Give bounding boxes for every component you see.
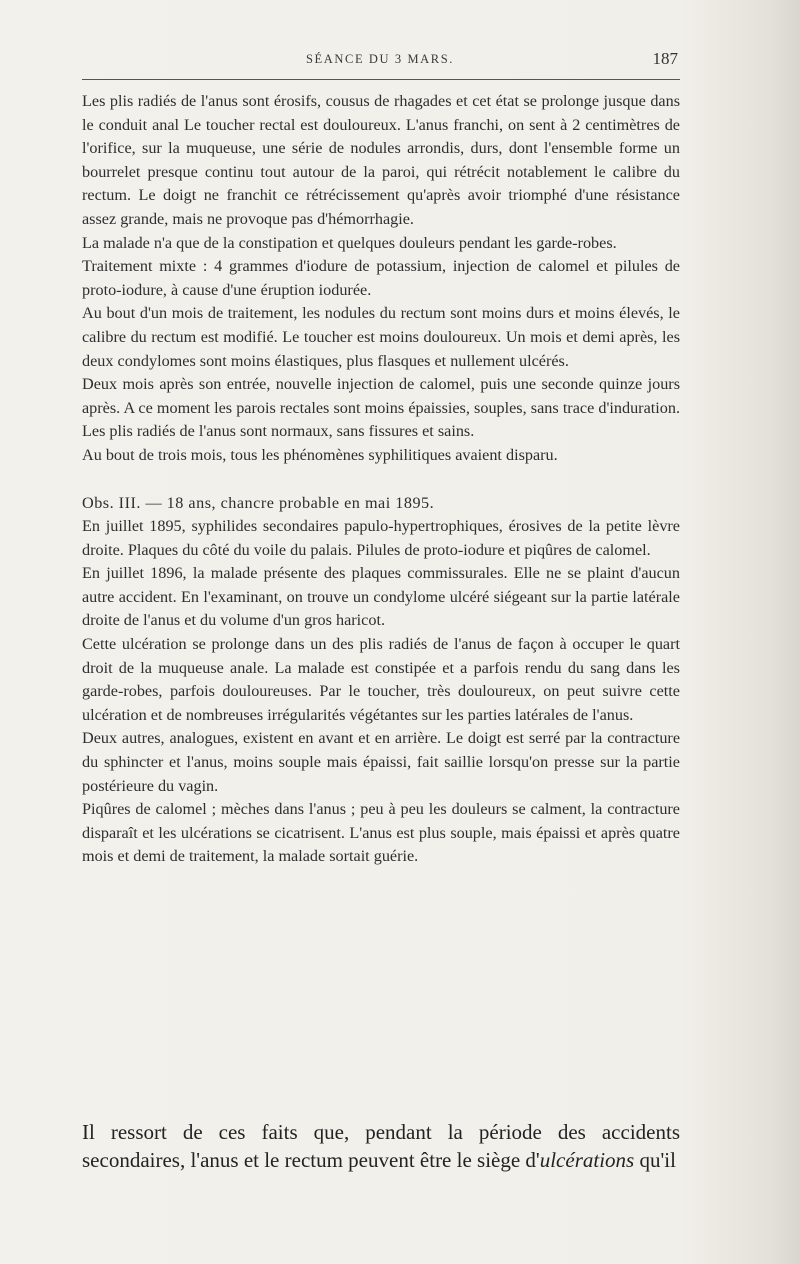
- conclusion-emphasis: ulcérations: [539, 1148, 635, 1172]
- paragraph: Deux autres, analogues, existent en avant et en arrière. Le doigt est serré par la contracture du sphincter et l'anus, moins souple mais épaissi, fait saillie lorsqu'on presse sur la partie postérieure du vagin.: [82, 729, 680, 795]
- paragraph: Les plis radiés de l'anus sont érosifs, cousus de rhagades et cet état se prolonge jusque dans le conduit anal Le toucher rectal est douloureux. L'anus franchi, on sent à 2 centimètres de l'orifice, sur la muqueuse, une série de nodules arrondis, durs, dont l'ensemble forme un bourrelet presque continu tout autour de la paroi, qui rétrécit notablement le calibre du rectum. Le doigt ne franchit ce rétrécissement qu'après avoir triomphé d'une résistance assez grande, mais ne provoque pas d'hémorrhagie.: [82, 92, 680, 228]
- header-rule: [82, 79, 680, 80]
- observation-heading: Obs. III. — 18 ans, chancre probable en mai 1895.: [82, 493, 435, 512]
- page-number: 187: [652, 49, 678, 68]
- conclusion-tail: qu'il: [634, 1148, 676, 1172]
- paragraph: En juillet 1895, syphilides secondaires papulo-hypertrophiques, érosives de la petite lèvre droite. Plaques du côté du voile du palais. Pilules de proto-iodure et piqûres de calomel.: [82, 517, 680, 559]
- paragraph: Traitement mixte : 4 grammes d'iodure de potassium, injection de calomel et pilules de proto-iodure, à cause d'une éruption iodurée.: [82, 257, 680, 299]
- conclusion-text: Il ressort de ces faits que, pendant la période des accidents secondaires, l'anus et le rectum peuvent être le siège d': [82, 1120, 680, 1172]
- section-gap: [82, 468, 680, 492]
- running-title: SÉANCE DU 3 MARS.: [305, 52, 455, 66]
- paragraph: Au bout de trois mois, tous les phénomènes syphilitiques avaient disparu.: [82, 445, 558, 464]
- page-header: [82, 49, 678, 76]
- paragraph: Au bout d'un mois de traitement, les nodules du rectum sont moins durs et moins élevés, le calibre du rectum est modifié. Le toucher est moins douloureux. Un mois et demi après, les deux condylomes sont moins élastiques, plus flasques et nullement ulcérés.: [82, 304, 680, 370]
- paragraph: En juillet 1896, la malade présente des plaques commissurales. Elle ne se plaint d'aucun autre accident. En l'examinant, on trouve un condylome ulcéré siégeant sur la partie latérale droite de l'anus et du volume d'un gros haricot.: [82, 564, 680, 630]
- body-text: [82, 90, 680, 869]
- paragraph: La malade n'a que de la constipation et quelques douleurs pendant les garde-robes.: [82, 233, 617, 252]
- paragraph: Cette ulcération se prolonge dans un des plis radiés de l'anus de façon à occuper le quart droit de la muqueuse anale. La malade est constipée et a parfois rendu du sang dans les garde-robes, parfois douloureuses. Par le toucher, très douloureux, on peut suivre cette ulcération et de nombreuses irrégularités végétantes sur les parties latérales de l'anus.: [82, 635, 680, 724]
- paragraph: Piqûres de calomel ; mèches dans l'anus ; peu à peu les douleurs se calment, la contracture disparaît et les ulcérations se cicatrisent. L'anus est plus souple, mais épaissi et après quatre mois et demi de traitement, la malade sortait guérie.: [82, 800, 680, 866]
- paragraph: Deux mois après son entrée, nouvelle injection de calomel, puis une seconde quinze jours après. A ce moment les parois rectales sont moins épaissies, souples, sans trace d'induration. Les plis radiés de l'anus sont normaux, sans fissures et sains.: [82, 375, 680, 441]
- conclusion-paragraph: [82, 1118, 680, 1174]
